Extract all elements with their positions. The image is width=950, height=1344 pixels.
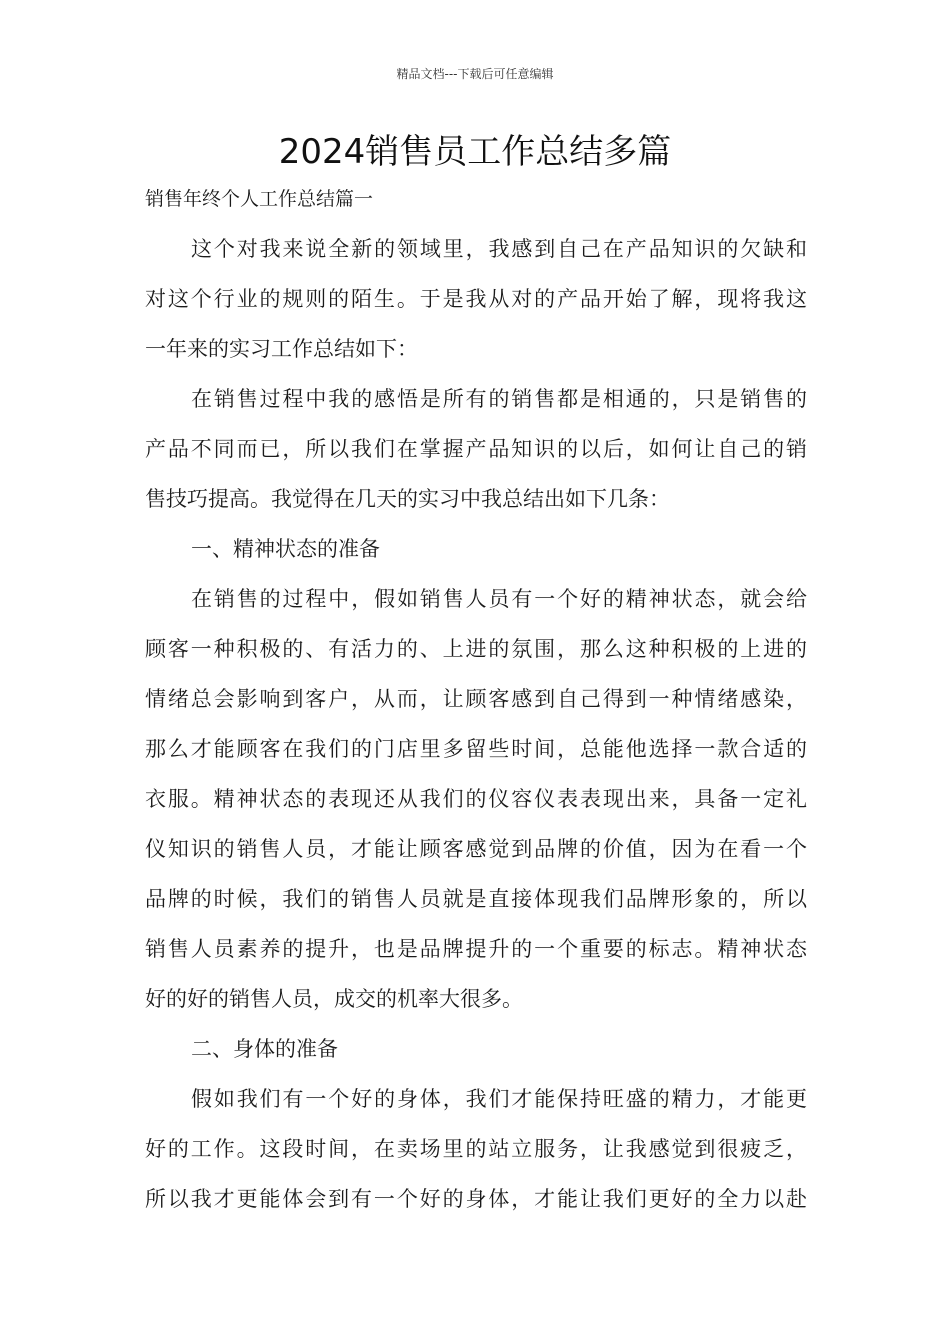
paragraph <box>145 1082 807 1232</box>
text-line: 销售人员素养的提升，也是品牌提升的一个重要的标志。精神状态 <box>145 937 807 961</box>
text-line: 仪知识的销售人员，才能让顾客感觉到品牌的价值，因为在看一个 <box>145 837 807 861</box>
text-line: 那么才能顾客在我们的门店里多留些时间，总能他选择一款合适的 <box>145 737 807 761</box>
text-line: 顾客一种积极的、有活力的、上进的氛围，那么这种积极的上进的 <box>145 637 807 661</box>
paragraph <box>145 582 807 1032</box>
text-line: 情绪总会影响到客户，从而，让顾客感到自己得到一种情绪感染， <box>145 687 807 711</box>
text-line: 售技巧提高。我觉得在几天的实习中我总结出如下几条： <box>145 487 670 511</box>
heading-text: 一、精神状态的准备 <box>191 537 380 561</box>
document-body <box>145 182 807 1232</box>
text-line: 产品不同而已，所以我们在掌握产品知识的以后，如何让自己的销 <box>145 437 807 461</box>
text-line: 这个对我来说全新的领域里，我感到自己在产品知识的欠缺和 <box>191 237 807 261</box>
text-line: 假如我们有一个好的身体，我们才能保持旺盛的精力，才能更 <box>191 1087 807 1111</box>
text-line: 一年来的实习工作总结如下： <box>145 337 418 361</box>
section-title: 销售年终个人工作总结篇一 <box>145 188 374 210</box>
paragraph <box>145 232 807 382</box>
text-line: 品牌的时候，我们的销售人员就是直接体现我们品牌形象的，所以 <box>145 887 807 911</box>
header-note: 精品文档---下载后可任意编辑 <box>396 67 554 81</box>
text-line: 在销售过程中我的感悟是所有的销售都是相通的，只是销售的 <box>191 387 807 411</box>
text-line: 对这个行业的规则的陌生。于是我从对的产品开始了解，现将我这 <box>145 287 807 311</box>
text-line: 衣服。精神状态的表现还从我们的仪容仪表表现出来，具备一定礼 <box>145 787 807 811</box>
text-line: 所以我才更能体会到有一个好的身体，才能让我们更好的全力以赴 <box>145 1187 807 1211</box>
heading-text: 二、身体的准备 <box>191 1037 338 1061</box>
document-title: 2024销售员工作总结多篇 <box>278 132 672 172</box>
section-heading <box>145 1032 807 1082</box>
text-line: 好的好的销售人员，成交的机率大很多。 <box>145 987 523 1011</box>
text-line: 好的工作。这段时间，在卖场里的站立服务，让我感觉到很疲乏， <box>145 1137 807 1161</box>
section-heading <box>145 532 807 582</box>
paragraph <box>145 382 807 532</box>
text-line: 在销售的过程中，假如销售人员有一个好的精神状态，就会给 <box>191 587 807 611</box>
